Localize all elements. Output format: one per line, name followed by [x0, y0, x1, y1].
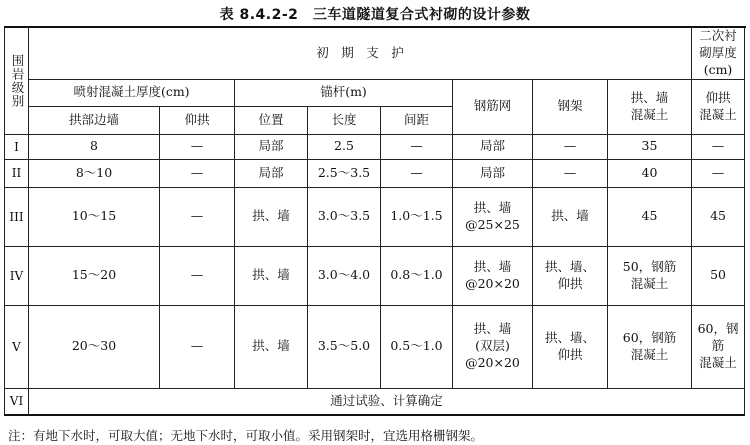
cell-mesh: 局部	[453, 134, 533, 159]
cell-length: 2.5～3.5	[308, 159, 381, 187]
cell-mesh: 拱、墙 (双层) @20×20	[453, 305, 533, 388]
cell-level: II	[5, 159, 29, 187]
cell-mesh: 局部	[453, 159, 533, 187]
cell-steel-frame: 拱、墙、 仰拱	[533, 305, 608, 388]
cell-level: V	[5, 305, 29, 388]
cell-invert-concrete: 45	[692, 187, 745, 246]
cell-invert: —	[160, 134, 235, 159]
cell-length: 3.0～4.0	[308, 246, 381, 305]
cell-steel-frame: 拱、墙、 仰拱	[533, 246, 608, 305]
cell-arch-wall-concrete: 40	[608, 159, 692, 187]
cell-vi-note: 通过试验、计算确定	[29, 388, 745, 415]
table-row	[5, 388, 745, 415]
cell-mesh: 拱、墙 @25×25	[453, 187, 533, 246]
cell-arch-side-wall: 8～10	[29, 159, 160, 187]
header-secondary-lining: 二次衬砌厚度(cm)	[692, 27, 745, 79]
cell-arch-side-wall: 20～30	[29, 305, 160, 388]
header-shotcrete: 喷射混凝土厚度(cm)	[29, 79, 235, 106]
cell-position: 局部	[235, 159, 308, 187]
table-row	[5, 159, 745, 187]
cell-invert: —	[160, 187, 235, 246]
cell-mesh: 拱、墙 @20×20	[453, 246, 533, 305]
cell-steel-frame: 拱、墙	[533, 187, 608, 246]
cell-length: 2.5	[308, 134, 381, 159]
header-invert-concrete: 仰拱 混凝土	[692, 79, 745, 134]
header-steel-frame: 钢架	[533, 79, 608, 134]
table-row	[5, 246, 745, 305]
cell-arch-side-wall: 8	[29, 134, 160, 159]
cell-position: 局部	[235, 134, 308, 159]
cell-level: VI	[5, 388, 29, 415]
cell-spacing: 0.5～1.0	[381, 305, 453, 388]
cell-position: 拱、墙	[235, 187, 308, 246]
cell-length: 3.5～5.0	[308, 305, 381, 388]
cell-spacing: 0.8～1.0	[381, 246, 453, 305]
table-footnote: 注：有地下水时，可取大值；无地下水时，可取小值。采用钢架时，宜选用格栅钢架。	[8, 428, 484, 443]
cell-level: III	[5, 187, 29, 246]
cell-invert-concrete: —	[692, 159, 745, 187]
cell-arch-wall-concrete: 60，钢筋 混凝土	[608, 305, 692, 388]
cell-position: 拱、墙	[235, 246, 308, 305]
cell-invert: —	[160, 159, 235, 187]
header-invert: 仰拱	[160, 106, 235, 134]
cell-position: 拱、墙	[235, 305, 308, 388]
cell-spacing: —	[381, 159, 453, 187]
header-mesh: 钢筋网	[453, 79, 533, 134]
cell-invert: —	[160, 246, 235, 305]
cell-steel-frame: —	[533, 159, 608, 187]
cell-arch-side-wall: 15～20	[29, 246, 160, 305]
header-spacing: 间距	[381, 106, 453, 134]
cell-arch-side-wall: 10～15	[29, 187, 160, 246]
cell-arch-wall-concrete: 45	[608, 187, 692, 246]
cell-spacing: —	[381, 134, 453, 159]
table-row	[5, 134, 745, 159]
header-arch-wall-concrete: 拱、墙 混凝土	[608, 79, 692, 134]
table-row	[5, 187, 745, 246]
cell-invert: —	[160, 305, 235, 388]
cell-invert-concrete: 60，钢筋 混凝土	[692, 305, 745, 388]
cell-invert-concrete: 50	[692, 246, 745, 305]
cell-spacing: 1.0～1.5	[381, 187, 453, 246]
cell-level: I	[5, 134, 29, 159]
cell-invert-concrete: —	[692, 134, 745, 159]
table-row	[5, 305, 745, 388]
header-arch-side-wall: 拱部边墙	[29, 106, 160, 134]
header-initial-support: 初 期 支 护	[29, 27, 692, 79]
design-parameter-table	[4, 26, 745, 416]
cell-arch-wall-concrete: 50，钢筋 混凝土	[608, 246, 692, 305]
header-level: 围岩级别	[5, 27, 29, 134]
cell-arch-wall-concrete: 35	[608, 134, 692, 159]
header-length: 长度	[308, 106, 381, 134]
cell-steel-frame: —	[533, 134, 608, 159]
cell-length: 3.0～3.5	[308, 187, 381, 246]
cell-level: IV	[5, 246, 29, 305]
table-title: 表 8.4.2-2 三车道隧道复合式衬砌的设计参数	[219, 7, 531, 23]
header-position: 位置	[235, 106, 308, 134]
header-anchor: 锚杆(m)	[235, 79, 453, 106]
